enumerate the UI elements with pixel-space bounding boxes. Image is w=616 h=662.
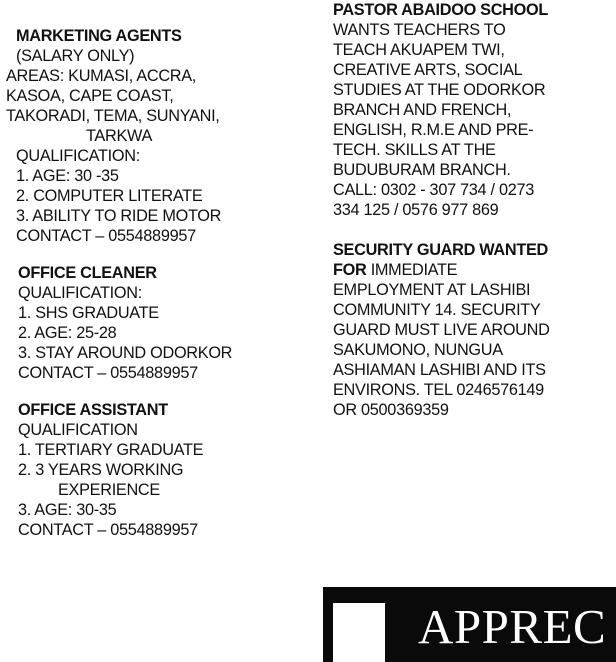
cropped-top-spacer	[6, 0, 306, 26]
ad-line: COMMUNITY 14. SECURITY	[333, 301, 541, 319]
ad-line: STUDIES AT THE ODORKOR	[333, 81, 546, 99]
ad-contact: CONTACT – 0554889957	[18, 521, 198, 539]
ad-line: AREAS: KUMASI, ACCRA,	[6, 67, 197, 85]
banner-text: APPREC	[418, 599, 607, 654]
ad-contact: ENVIRONS. TEL 0246576149	[333, 381, 544, 399]
ad-line: 1. TERTIARY GRADUATE	[18, 441, 204, 459]
ad-title: OFFICE ASSISTANT	[18, 401, 168, 419]
ad-line: 2. AGE: 25-28	[18, 324, 117, 342]
ad-line: 1. AGE: 30 -35	[16, 167, 119, 185]
ad-line: CREATIVE ARTS, SOCIAL	[333, 61, 523, 79]
ad-line: GUARD MUST LIVE AROUND	[333, 321, 550, 339]
right-column	[333, 0, 616, 437]
ad-line: 3. STAY AROUND ODORKOR	[18, 344, 233, 362]
ad-title: PASTOR ABAIDOO SCHOOL	[333, 1, 549, 19]
ad-line: BRANCH AND FRENCH,	[333, 101, 512, 119]
ad-line: WANTS TEACHERS TO	[333, 21, 506, 39]
ad-line: QUALIFICATION:	[16, 147, 140, 165]
ad-line: ASHIAMAN LASHIBI AND ITS	[333, 361, 546, 379]
ad-line: TECH. SKILLS AT THE	[333, 141, 496, 159]
ad-title-for: FOR	[333, 261, 367, 279]
ad-contact: 334 125 / 0576 977 869	[333, 201, 499, 219]
ad-line: ENGLISH, R.M.E AND PRE-	[333, 121, 534, 139]
ad-contact: CONTACT – 0554889957	[16, 227, 196, 245]
ad-marketing-agents	[6, 26, 306, 246]
ad-line-inline: IMMEDIATE	[366, 261, 458, 279]
ad-pastor-abaidoo-school	[333, 0, 616, 220]
ad-office-assistant	[6, 400, 306, 540]
ad-line: QUALIFICATION:	[18, 284, 142, 302]
ad-line: SAKUMONO, NUNGUA	[333, 341, 503, 359]
ad-contact: OR 0500369359	[333, 401, 449, 419]
ad-title-continued	[333, 260, 616, 280]
ad-line: BUDUBURAM BRANCH.	[333, 161, 511, 179]
left-column	[6, 0, 306, 557]
ad-line: 1. SHS GRADUATE	[18, 304, 159, 322]
ad-line: EXPERIENCE	[58, 481, 160, 499]
ad-office-cleaner	[6, 263, 306, 383]
ad-line: 2. COMPUTER LITERATE	[16, 187, 203, 205]
ad-line: 2. 3 YEARS WORKING	[18, 461, 184, 479]
ad-security-guard	[333, 240, 616, 420]
ad-line: TEACH AKUAPEM TWI,	[333, 41, 505, 59]
ad-line: EMPLOYMENT AT LASHIBI	[333, 281, 531, 299]
ad-line: 3. AGE: 30-35	[18, 501, 117, 519]
ad-line: QUALIFICATION	[18, 421, 138, 439]
ad-contact: CONTACT – 0554889957	[18, 364, 198, 382]
banner-white-box	[333, 603, 385, 662]
ad-title: MARKETING AGENTS	[16, 27, 182, 45]
appreciation-banner	[323, 587, 616, 662]
ad-line: (SALARY ONLY)	[16, 47, 135, 65]
ad-title: OFFICE CLEANER	[18, 264, 157, 282]
ad-title: SECURITY GUARD WANTED	[333, 241, 549, 259]
ad-line: 3. ABILITY TO RIDE MOTOR	[16, 207, 222, 225]
ad-contact: CALL: 0302 - 307 734 / 0273	[333, 181, 535, 199]
ad-line: KASOA, CAPE COAST,	[6, 87, 174, 105]
ad-line: TAKORADI, TEMA, SUNYANI,	[6, 107, 220, 125]
ad-line: TARKWA	[86, 127, 153, 145]
